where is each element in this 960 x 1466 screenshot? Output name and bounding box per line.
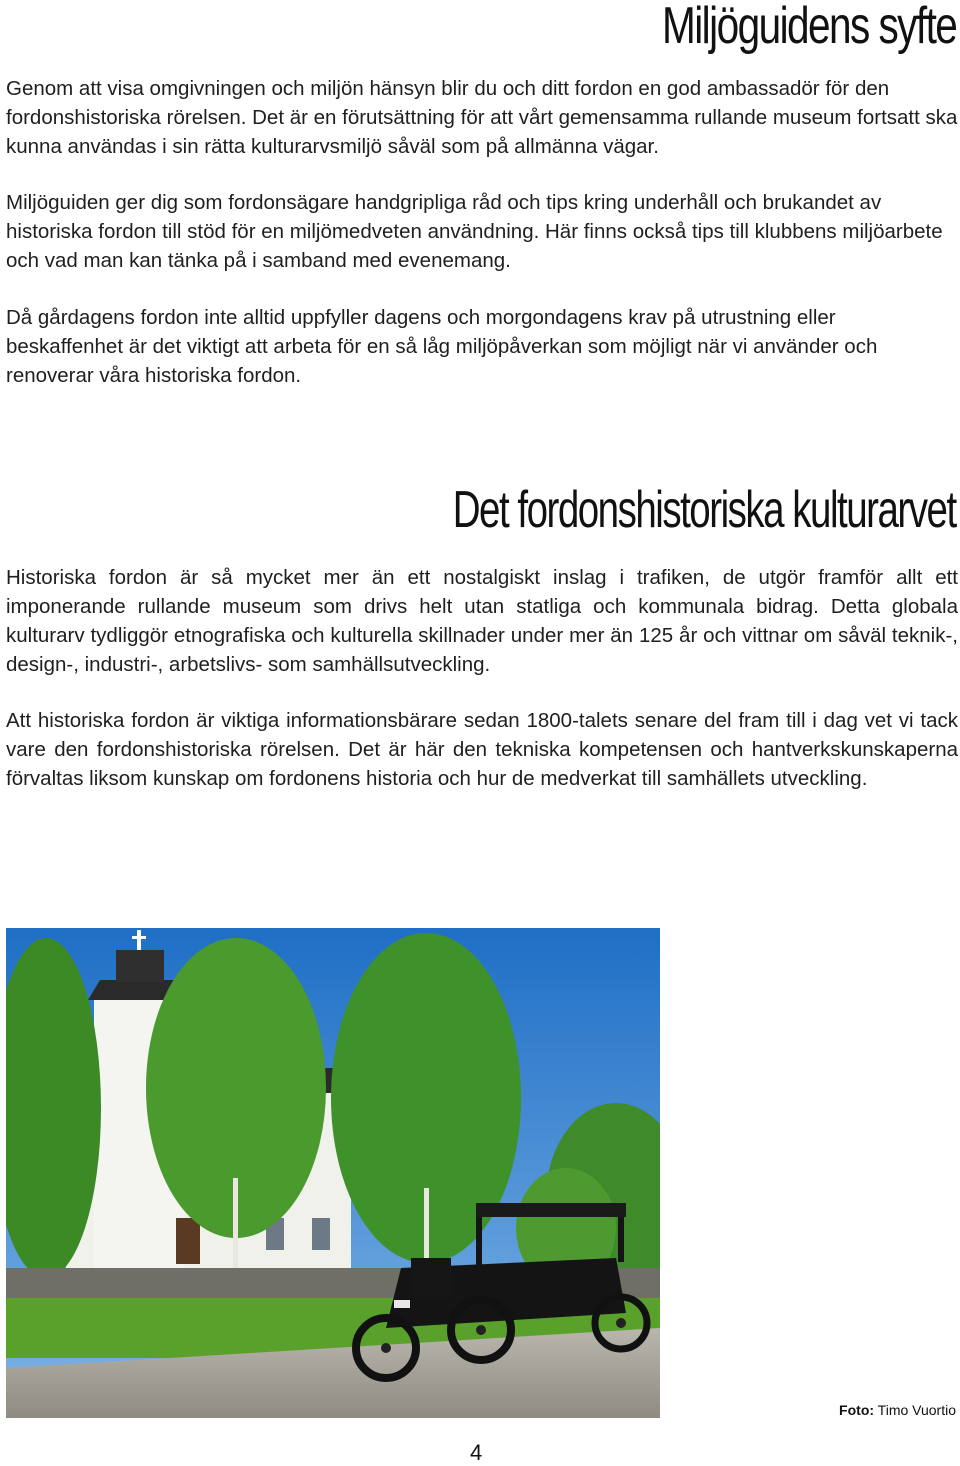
church-door xyxy=(176,1218,200,1264)
cross xyxy=(137,930,141,950)
photo-credit-name: Timo Vuortio xyxy=(877,1402,956,1418)
cross-bar xyxy=(132,936,146,939)
tower-belfry xyxy=(116,950,164,982)
paragraph-intro: Genom att visa omgivningen och miljön hänsyn blir du och ditt fordon en god ambassadör för den fordonshistoriska rörelsen. Det är en förutsättning för att vårt gemensamma rullande museum fortsatt ska kunna användas i sin rätta kulturarvsmiljö såväl som på allmänna vägar. xyxy=(6,77,958,158)
paragraph-information-carriers: Att historiska fordon är viktiga informationsbärare sedan 1800-talets senare del fram till i dag vet vi tack vare den fordonshistoriska rörelsen. Det är här den tekniska kompetensen och hantverkskunskaperna förvaltas liksom kunskap om fordonens historia och hur de medverkat till samhällets utveckling. xyxy=(6,709,958,790)
paragraph-rolling-museum: Historiska fordon är så mycket mer än ett nostalgiskt inslag i trafiken, de utgör framför allt ett imponerande rullande museum som drivs helt utan statliga och kommunala bidrag. Detta globala kulturarv tydliggör etnografiska och kulturella skillnader under mer än 125 år och vittnar om såväl teknik-, design-, industri-, arbetslivs- som samhällsutveckling. xyxy=(6,566,958,676)
church-window-2 xyxy=(312,1218,330,1250)
church-vintage-car-photo xyxy=(6,928,660,1418)
paragraph-low-impact: Då gårdagens fordon inte alltid uppfyller dagens och morgondagens krav på utrustning eller beskaffenhet är det viktigt att arbeta för en så låg miljöpåverkan som möjligt när vi använder och renoverar våra historiska fordon. xyxy=(6,306,878,387)
page-number: 4 xyxy=(470,1440,483,1465)
photo-credit xyxy=(839,1402,956,1418)
birch-trunk xyxy=(233,1178,238,1278)
paragraph-guide-purpose: Miljöguiden ger dig som fordonsägare handgripliga råd och tips kring underhåll och brukandet av historiska fordon till stöd för en miljömedveten användning. Här finns också tips till klubbens miljöarbete och vad man kan tänka på i samband med evenemang. xyxy=(6,191,943,272)
photo-credit-label: Foto: xyxy=(839,1402,875,1418)
section-heading-cultural-heritage: Det fordonshistoriska kulturarvet xyxy=(453,481,956,539)
section-heading-environment-guide: Miljöguidens syfte xyxy=(661,0,956,55)
